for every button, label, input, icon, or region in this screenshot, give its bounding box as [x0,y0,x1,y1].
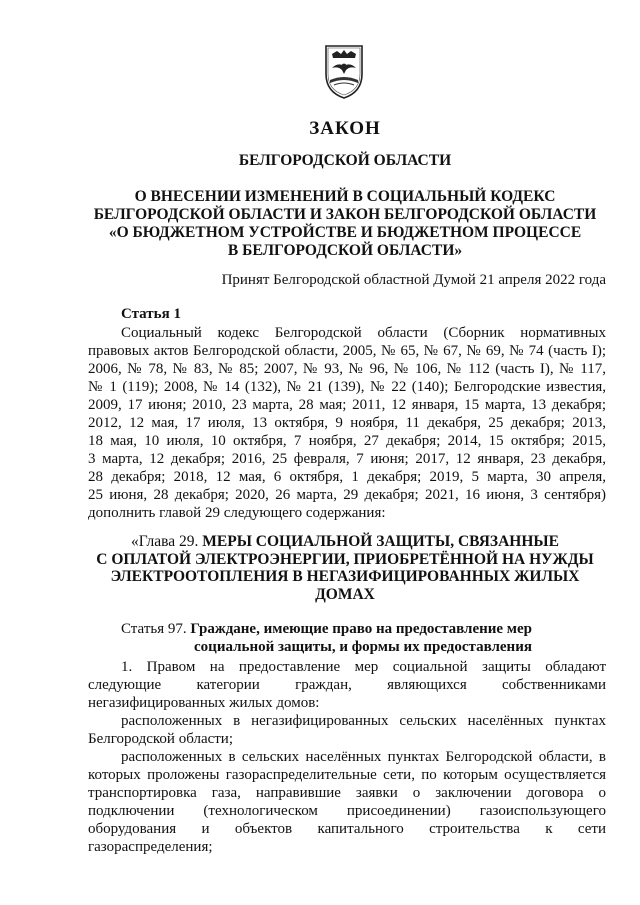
article-1-line: 18 мая, 10 июля, 10 октября, 7 ноября, 27 декабря; 2014, 15 октября; 2015, [88,433,606,449]
heading-line: В БЕЛГОРОДСКОЙ ОБЛАСТИ» [227,242,463,259]
article-1-label: Статья 1 [121,306,181,322]
chapter-title-part: С ОПЛАТОЙ ЭЛЕКТРОЭНЕРГИИ, ПРИОБРЕТЁННОЙ НА НУЖДЫ [96,550,594,568]
chapter-heading-line [40,551,640,569]
chapter-title-part: МЕРЫ СОЦИАЛЬНОЙ ЗАЩИТЫ, СВЯЗАННЫЕ [202,533,559,550]
article-97-line [121,620,581,638]
body-line: оборудования и объектов капитального строительства к сети [88,821,606,837]
body-line: газораспределения; [88,839,213,855]
law-region: БЕЛГОРОДСКОЙ ОБЛАСТИ [238,152,452,169]
article-1-line: № 1 (119); 2008, № 14 (132), № 21 (139), № 22 (140); Белгородские известия, [88,379,606,395]
chapter-prefix: «Глава 29. [131,533,203,550]
article-1-line: 25 июня, 28 декабря; 2020, 26 марта, 29 декабря; 2021, 16 июня, 3 сентября) [88,487,606,503]
article-1-line: правовых актов Белгородской области, 2005, № 65, № 67, № 69, № 74 (часть I); [88,343,606,359]
article-1-line: Социальный кодекс Белгородской области (Сборник нормативных [121,325,606,341]
body-line: негазифицированных жилых домов: [88,695,320,711]
body-line: которых проложены газораспределительные сети, по которым осуществляется [88,767,606,783]
article-1-line: 2012, 12 мая, 17 июля, 13 октября, 9 ноября, 11 декабря, 25 декабря; 2013, [88,415,606,431]
heading-line: БЕЛГОРОДСКОЙ ОБЛАСТИ И ЗАКОН БЕЛГОРОДСКОЙ ОБЛАСТИ [93,206,597,223]
article-97-heading [121,620,581,656]
body-line: следующие категории граждан, являющихся собственниками [88,677,606,693]
chapter-heading-line [40,533,640,551]
law-title: ЗАКОН [309,118,381,139]
chapter-heading-line [40,586,640,604]
chapter-29-heading [40,533,640,603]
belgorod-coat-of-arms-icon [322,44,366,100]
heading-line: О ВНЕСЕНИИ ИЗМЕНЕНИЙ В СОЦИАЛЬНЫЙ КОДЕКС [134,188,556,205]
body-line: подключении (технологическом присоединении) газоиспользующего [88,803,606,819]
article-1-line: 2009, 17 июня; 2010, 23 марта, 28 мая; 2011, 12 января, 15 марта, 13 декабря; [88,397,606,413]
chapter-title-part: ЭЛЕКТРООТОПЛЕНИЯ В НЕГАЗИФИЦИРОВАННЫХ ЖИЛЫХ [110,568,580,585]
law-heading [40,188,640,260]
body-line: расположенных в сельских населённых пунктах Белгородской области, в [121,749,606,765]
body-line: транспортировка газа, направившие заявки о заключении договора о [88,785,606,801]
article-97-prefix: Статья 97. [121,621,191,637]
heading-line: «О БЮДЖЕТНОМ УСТРОЙСТВЕ И БЮДЖЕТНОМ ПРОЦЕССЕ [108,224,582,241]
chapter-heading-line [40,568,640,586]
article-1-line: 2006, № 78, № 83, № 85; 2007, № 93, № 96, № 106, № 112 (часть I), № 117, [88,361,606,377]
article-1-line: 28 декабря; 2018, 12 мая, 6 октября, 1 декабря; 2019, 5 марта, 30 апреля, [88,469,606,485]
body-line: расположенных в негазифицированных сельских населённых пунктах [121,713,606,729]
adoption-note: Принят Белгородской областной Думой 21 апреля 2022 года [221,272,606,288]
chapter-title-part: ДОМАХ [315,585,375,603]
body-line: 1. Правом на предоставление мер социальной защиты обладают [121,659,606,675]
article-97-title: Граждане, имеющие право на предоставление мер [190,621,533,637]
article-1-line: 3 марта, 12 декабря; 2016, 25 февраля, 7 июня; 2017, 12 января, 23 декабря, [88,451,606,467]
article-1-line: дополнить главой 29 следующего содержания: [88,505,386,521]
article-97-title-cont: социальной защиты, и формы их предоставления [194,639,532,655]
body-line: Белгородской области; [88,731,234,747]
